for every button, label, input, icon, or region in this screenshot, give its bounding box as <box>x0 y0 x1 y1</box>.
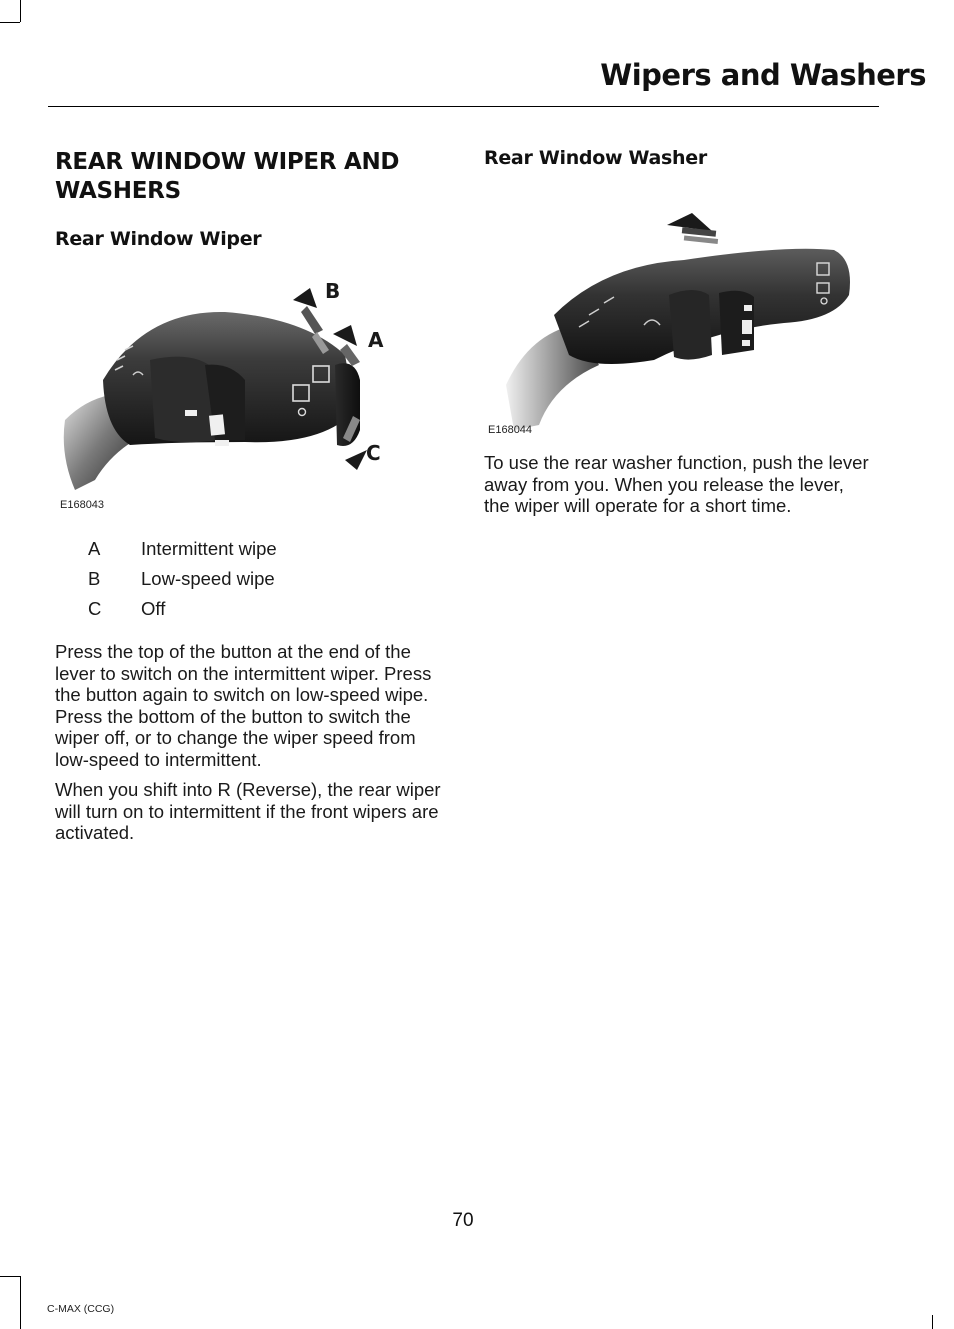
callout-b: B <box>325 279 341 303</box>
callout-c: C <box>366 441 381 465</box>
legend-value: Off <box>141 598 166 619</box>
crop-mark <box>0 1276 20 1277</box>
figure-code: E168043 <box>60 499 105 511</box>
header-rule <box>48 106 879 107</box>
push-arrow-icon <box>667 213 718 244</box>
figure-code: E168044 <box>488 424 533 436</box>
left-body-text <box>55 641 445 844</box>
figure-rear-wiper <box>55 270 445 520</box>
section-title-line1: REAR WINDOW WIPER AND <box>55 149 400 175</box>
legend <box>55 538 445 628</box>
page-header-title: Wipers and Washers <box>600 58 926 92</box>
legend-value: Low-speed wipe <box>141 568 275 589</box>
legend-key: A <box>88 538 101 559</box>
crop-mark <box>0 22 20 23</box>
crop-mark <box>20 0 21 22</box>
footer-doc-code: C-MAX (CCG) <box>47 1303 115 1315</box>
section-title <box>55 148 445 206</box>
section-title-line2: WASHERS <box>55 178 181 204</box>
legend-key: B <box>88 568 101 589</box>
right-column <box>484 146 874 170</box>
paragraph: Press the top of the button at the end of the lever to switch on the intermittent wiper. Press the button again to switch on low-speed wipe. Press the bottom of the button to switch the wiper off, or to change the wiper speed from low-speed to intermittent. <box>55 641 432 770</box>
crop-mark <box>20 1276 21 1329</box>
paragraph: To use the rear washer function, push the lever away from you. When you release the lever, the wiper will operate for a short time. <box>484 452 869 516</box>
page-number: 70 <box>452 1210 474 1231</box>
rear-wiper-lever-illustration <box>55 270 445 520</box>
paragraph: When you shift into R (Reverse), the rear wiper will turn on to intermittent if the front wipers are activated. <box>55 779 441 843</box>
subheading-rear-washer: Rear Window Washer <box>484 147 707 169</box>
left-column <box>55 148 445 251</box>
right-body-text <box>484 452 874 517</box>
rear-washer-lever-illustration <box>484 205 874 440</box>
legend-key: C <box>88 598 102 619</box>
crop-mark <box>932 1315 933 1329</box>
callout-a: A <box>368 328 384 352</box>
legend-value: Intermittent wipe <box>141 538 277 559</box>
subheading-rear-wiper: Rear Window Wiper <box>55 228 262 250</box>
figure-rear-washer <box>484 205 874 440</box>
